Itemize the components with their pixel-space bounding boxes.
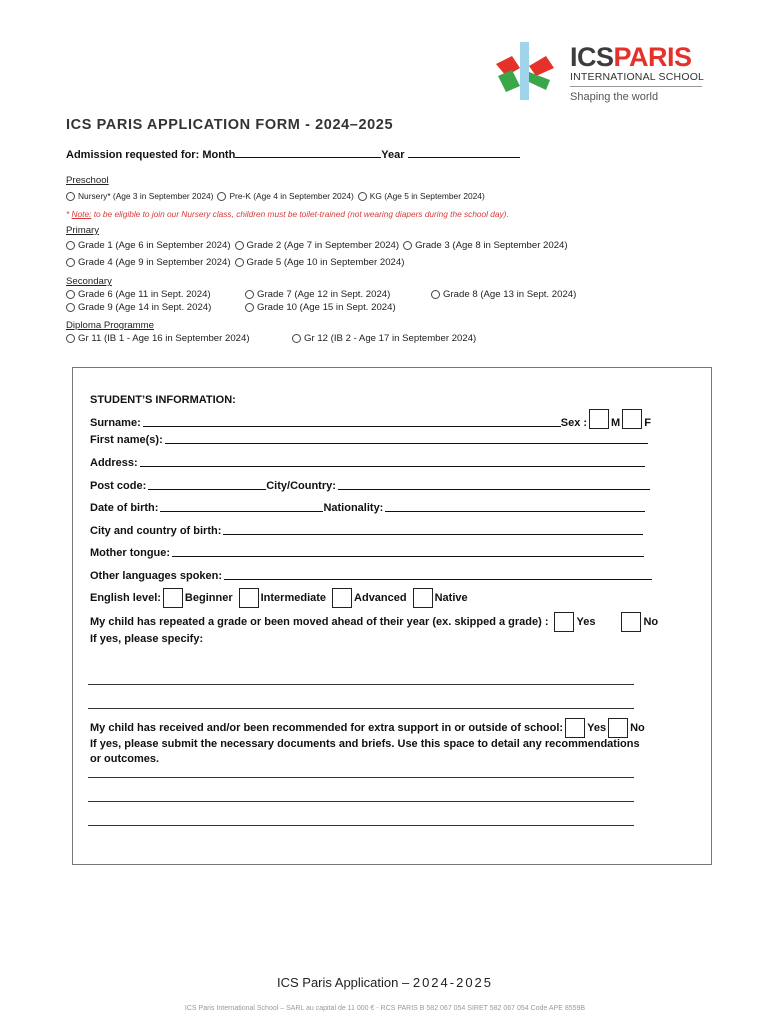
radio-icon[interactable] (431, 290, 440, 299)
primary-label: Primary (66, 225, 100, 236)
option-grade-9[interactable] (66, 302, 211, 313)
post-code-row (90, 480, 650, 492)
footer-title-text: ICS Paris Application – (276, 975, 410, 990)
radio-icon[interactable] (403, 241, 412, 250)
note-prefix: * (66, 209, 72, 219)
surname-label: Surname: (90, 417, 141, 429)
support-no-checkbox[interactable] (608, 718, 628, 738)
level-beginner-label: Beginner (184, 592, 233, 604)
option-grade-5[interactable] (235, 257, 405, 268)
radio-icon[interactable] (245, 290, 254, 299)
form-title: ICS PARIS APPLICATION FORM - 2024–2025 (66, 117, 394, 133)
note-text: to be eligible to join our Nursery class, children must be toilet-trained (not wearing diapers during the school day). (91, 209, 509, 219)
option-label: Pre-K (Age 4 in September 2024) (229, 191, 354, 201)
option-grade-6[interactable] (66, 289, 211, 300)
option-label: Grade 4 (Age 9 in September 2024) (78, 257, 231, 268)
city-country-field[interactable] (338, 488, 650, 490)
logo-subtitle: INTERNATIONAL SCHOOL (570, 71, 705, 83)
radio-icon[interactable] (66, 258, 75, 267)
specify-label: If yes, please specify: (90, 633, 204, 645)
specify-line-2[interactable] (88, 708, 634, 709)
sex-label: Sex : (560, 417, 588, 429)
sex-female-checkbox[interactable] (622, 409, 642, 429)
option-label: Grade 8 (Age 13 in Sept. 2024) (443, 289, 577, 300)
first-names-field[interactable] (165, 442, 648, 444)
student-info-heading: STUDENT’S INFORMATION: (90, 394, 236, 406)
option-gr-12[interactable] (292, 333, 476, 344)
month-field[interactable] (235, 147, 381, 158)
support-line-1[interactable] (88, 777, 634, 778)
option-grade-4[interactable] (66, 257, 231, 268)
option-gr-11[interactable] (66, 333, 250, 344)
option-label: Grade 2 (Age 7 in September 2024) (246, 240, 400, 251)
mother-tongue-row (90, 547, 644, 559)
level-beginner-checkbox[interactable] (163, 588, 183, 608)
year-field[interactable] (408, 147, 520, 158)
sex-male-checkbox[interactable] (589, 409, 609, 429)
specify-line-1[interactable] (88, 684, 634, 685)
surname-row (90, 409, 651, 429)
support-yes-checkbox[interactable] (565, 718, 585, 738)
first-names-row (90, 434, 648, 446)
level-advanced-checkbox[interactable] (332, 588, 352, 608)
level-intermediate-label: Intermediate (260, 592, 327, 604)
radio-icon[interactable] (292, 334, 301, 343)
repeated-yes-label: Yes (576, 616, 596, 628)
repeated-yes-checkbox[interactable] (554, 612, 574, 632)
sex-male-label: M (611, 417, 621, 429)
english-level-row (90, 588, 468, 608)
option-grade-2[interactable] (235, 240, 400, 251)
diploma-label: Diploma Programme (66, 320, 154, 331)
preschool-options (66, 191, 489, 201)
admission-line (66, 147, 520, 161)
birth-place-label: City and country of birth: (90, 525, 222, 537)
footer-legal: ICS Paris International School – SARL au capital de 11 000 € - RCS PARIS B 582 067 054 SIRET 582 067 054 Code APE 8559B (184, 1005, 586, 1012)
option-grade-7[interactable] (245, 289, 390, 300)
mother-tongue-field[interactable] (172, 555, 644, 557)
primary-row-1 (66, 240, 572, 251)
post-code-field[interactable] (148, 488, 266, 490)
address-label: Address: (90, 457, 138, 469)
repeated-grade-question: My child has repeated a grade or been moved ahead of their year (ex. skipped a grade) : (90, 616, 549, 628)
option-nursery[interactable] (66, 191, 213, 201)
admission-label: Admission requested for: (66, 149, 200, 161)
address-row (90, 457, 645, 469)
option-label: Grade 10 (Age 15 in Sept. 2024) (257, 302, 396, 313)
radio-icon[interactable] (66, 241, 75, 250)
address-field[interactable] (140, 465, 645, 467)
primary-row-2 (66, 257, 408, 268)
extra-support-row (90, 718, 645, 738)
support-detail-1: If yes, please submit the necessary documents and briefs. Use this space to detail any recommendations (90, 738, 640, 750)
other-languages-field[interactable] (224, 578, 652, 580)
sex-female-label: F (644, 417, 651, 429)
option-label: Grade 5 (Age 10 in September 2024) (246, 257, 405, 268)
repeated-no-label: No (643, 616, 659, 628)
first-names-label: First name(s): (90, 434, 163, 446)
nationality-label: Nationality: (323, 502, 384, 514)
logo-green-right (529, 72, 550, 90)
city-country-label: City/Country: (266, 480, 336, 492)
radio-icon[interactable] (245, 303, 254, 312)
radio-icon[interactable] (235, 241, 244, 250)
radio-icon[interactable] (358, 192, 367, 201)
option-prek[interactable] (217, 191, 353, 201)
logo-divider (570, 86, 702, 87)
logo-brand (570, 44, 730, 70)
logo-tagline: Shaping the world (570, 91, 659, 103)
logo-brand-ics: ICS (570, 42, 614, 72)
logo-red-right (529, 56, 554, 76)
option-grade-10[interactable] (245, 302, 396, 313)
surname-field[interactable] (143, 425, 561, 427)
support-yes-label: Yes (587, 722, 607, 734)
english-level-label: English level: (90, 592, 161, 604)
option-label: Nursery* (Age 3 in September 2024) (78, 191, 214, 201)
other-languages-label: Other languages spoken: (90, 570, 223, 582)
month-label: Month (202, 149, 236, 161)
level-advanced-label: Advanced (354, 592, 407, 604)
option-label: Grade 9 (Age 14 in Sept. 2024) (78, 302, 212, 313)
radio-icon[interactable] (66, 192, 75, 201)
footer-title (0, 975, 770, 990)
option-grade-8[interactable] (431, 289, 576, 300)
level-native-checkbox[interactable] (413, 588, 433, 608)
option-label: Gr 11 (IB 1 - Age 16 in September 2024) (78, 333, 250, 344)
radio-icon[interactable] (235, 258, 244, 267)
logo-green-left (498, 70, 520, 92)
radio-icon[interactable] (66, 303, 75, 312)
nationality-field[interactable] (385, 510, 645, 512)
school-logo-mark (492, 42, 564, 100)
logo-brand-paris: PARIS (613, 42, 692, 72)
post-code-label: Post code: (90, 480, 147, 492)
dob-row (90, 502, 645, 514)
dob-label: Date of birth: (90, 502, 159, 514)
level-intermediate-checkbox[interactable] (239, 588, 259, 608)
radio-icon[interactable] (66, 334, 75, 343)
other-languages-row (90, 570, 652, 582)
repeated-no-checkbox[interactable] (621, 612, 641, 632)
birth-place-row (90, 525, 643, 537)
option-label: Grade 3 (Age 8 in September 2024) (415, 240, 568, 251)
year-label: Year (381, 149, 405, 161)
mother-tongue-label: Mother tongue: (90, 547, 171, 559)
preschool-label: Preschool (66, 175, 109, 186)
option-label: Grade 7 (Age 12 in Sept. 2024) (257, 289, 391, 300)
extra-support-question: My child has received and/or been recommended for extra support in or outside of school: (90, 722, 564, 734)
radio-icon[interactable] (66, 290, 75, 299)
secondary-label: Secondary (66, 276, 112, 287)
nursery-note (66, 209, 509, 219)
radio-icon[interactable] (217, 192, 226, 201)
option-kg[interactable] (358, 191, 485, 201)
footer-title-year: 2024-2025 (412, 975, 494, 990)
school-logo-text (570, 44, 730, 103)
option-label: Grade 1 (Age 6 in September 2024) (78, 240, 231, 251)
logo-blue-bar (520, 42, 529, 100)
dob-field[interactable] (160, 510, 323, 512)
birth-place-field[interactable] (223, 533, 643, 535)
option-label: KG (Age 5 in September 2024) (369, 191, 485, 201)
level-native-label: Native (434, 592, 468, 604)
support-detail-2: or outcomes. (90, 753, 160, 765)
option-label: Gr 12 (IB 2 - Age 17 in September 2024) (304, 333, 477, 344)
option-grade-1[interactable] (66, 240, 231, 251)
support-line-2[interactable] (88, 801, 634, 802)
note-label: Note: (71, 209, 92, 219)
support-no-label: No (630, 722, 645, 734)
option-label: Grade 6 (Age 11 in Sept. 2024) (78, 289, 211, 300)
support-line-3[interactable] (88, 825, 634, 826)
option-grade-3[interactable] (403, 240, 568, 251)
repeated-grade-row (90, 612, 658, 632)
